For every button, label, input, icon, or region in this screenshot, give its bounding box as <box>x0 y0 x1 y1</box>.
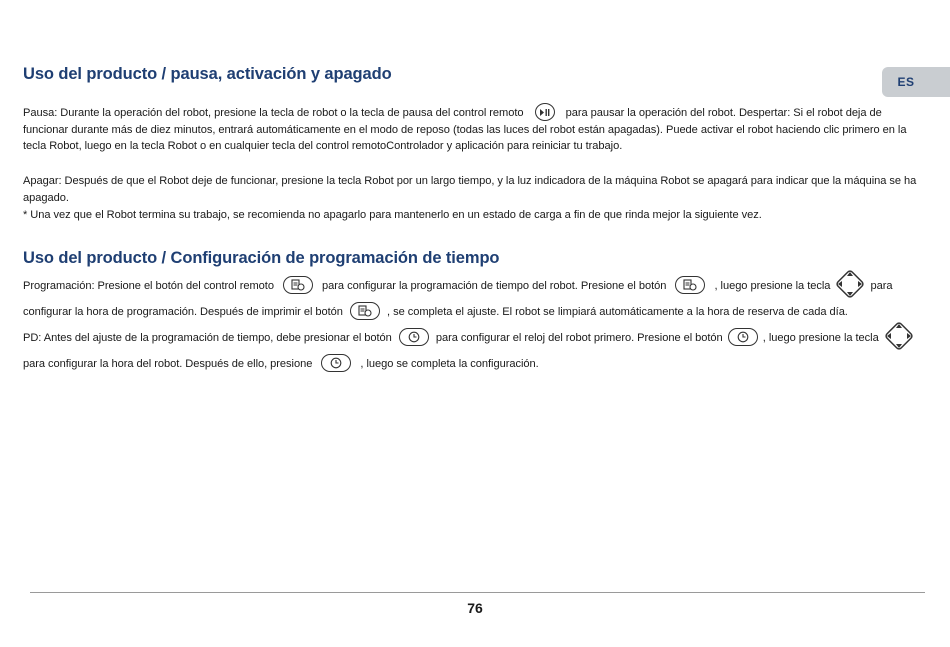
language-tab <box>882 67 950 97</box>
schedule-button-icon <box>675 276 705 294</box>
section-title-schedule: Uso del producto / Configuración de programación de tiempo <box>23 249 500 267</box>
page-number: 76 <box>467 600 483 616</box>
play-pause-icon <box>535 103 555 121</box>
paragraph-pause: Pausa: Durante la operación del robot, presione la tecla de robot o la tecla de pausa del control remoto para pausar la operación del robot. Despertar: Si el robot deja de funcionar durante más de diez minutos, entrará automáticamente en el modo de reposo (todas las luces del robot están apagadas). Puede activar el robot haciendo clic primero en la tecla Robot, luego en la tecla Robot o en cualquier tecla del control remotoControlador y aplicación para reiniciar tu trabajo. <box>23 104 923 154</box>
clock-button-icon <box>728 328 758 346</box>
paragraph-shutdown: Apagar: Después de que el Robot deje de funcionar, presione la tecla Robot por un largo tiempo, y la luz indicadora de la máquina Robot se apagará para indicar que la máquina se ha apagado. <box>23 175 917 204</box>
clock-button-icon <box>321 354 351 372</box>
paragraph-note: * Una vez que el Robot termina su trabajo, se recomienda no apagarlo para mantenerlo en un estado de carga a fin de que rinda mejor la siguiente vez. <box>23 209 762 221</box>
schedule-button-icon <box>283 276 313 294</box>
paragraph-clock-setup: PD: Antes del ajuste de la programación de tiempo, debe presionar el botón para configurar el reloj del robot primero. Presione el botón , luego presione la tecla para configurar la hora del robot. Después de ello, presione , luego se completa la configuración. <box>23 321 923 373</box>
footer-divider <box>30 592 925 593</box>
clock-button-icon <box>399 328 429 346</box>
direction-pad-icon <box>882 319 916 353</box>
paragraph-programming: Programación: Presione el botón del control remoto para configurar la programación de tiempo del robot. Presione el botón , luego presione la tecla para configurar la hora de programación. Después de imprimir el botón , se completa el ajuste. El robot se limpiará automáticamente a la hora de reserva de cada día. <box>23 269 923 321</box>
direction-pad-icon <box>833 267 867 301</box>
section-title-pause: Uso del producto / pausa, activación y apagado <box>23 65 392 83</box>
language-label: ES <box>897 75 915 89</box>
schedule-button-icon <box>350 302 380 320</box>
